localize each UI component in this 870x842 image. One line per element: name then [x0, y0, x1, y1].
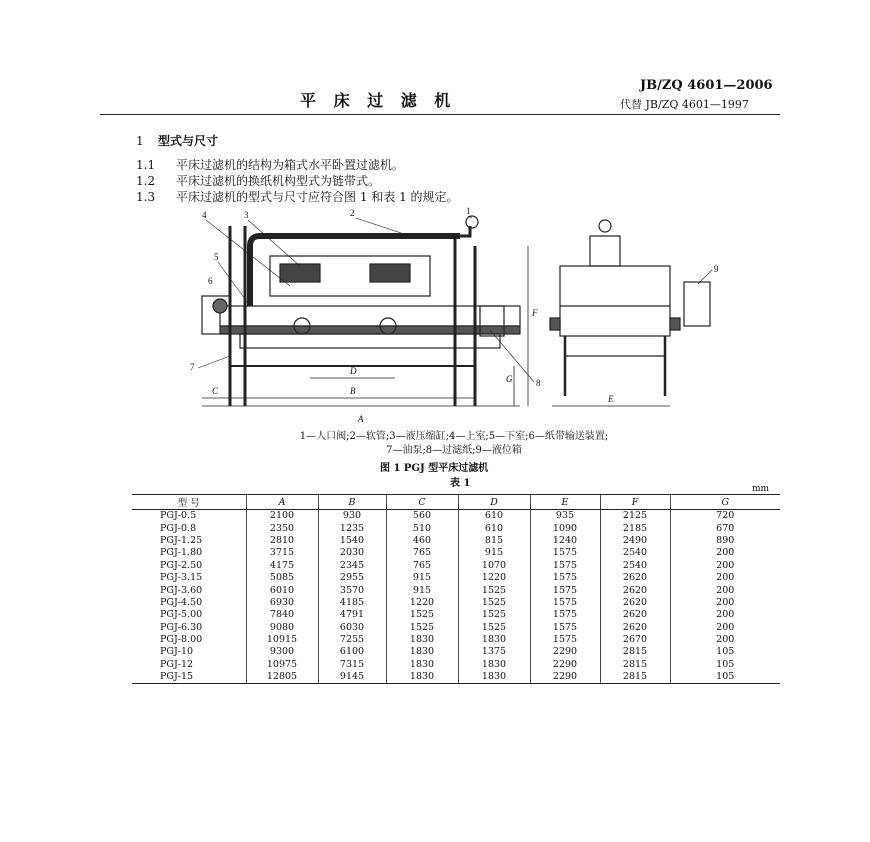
table-unit: mm — [752, 484, 770, 494]
table-cell: 1090 — [530, 522, 600, 534]
table-cell: 2670 — [600, 634, 670, 646]
table-cell: 2290 — [530, 646, 600, 658]
column-header-c: C — [386, 495, 458, 510]
table-row — [132, 671, 780, 684]
front-view — [202, 216, 520, 406]
table-cell: 1830 — [386, 671, 458, 684]
table-cell: 2030 — [318, 547, 386, 559]
dim-a: A — [358, 414, 364, 424]
table-row — [132, 659, 780, 671]
table-cell: 2290 — [530, 671, 600, 684]
table-cell: 610 — [458, 510, 530, 523]
table-cell: 4175 — [246, 560, 318, 572]
table-cell: 200 — [670, 609, 780, 621]
clause-text: 平床过滤机的换纸机构型式为链带式。 — [176, 174, 381, 188]
table-cell: 890 — [670, 535, 780, 547]
standard-replaces: 代替 JB/ZQ 4601—1997 — [620, 98, 749, 111]
label-5: 5 — [214, 252, 219, 262]
column-header-e: E — [530, 495, 600, 510]
caption-line-2: 7—油泵;8—过滤纸;9—液位箱 — [386, 445, 522, 456]
table-cell: 1525 — [458, 584, 530, 596]
table-cell: 915 — [458, 547, 530, 559]
table-cell: 1235 — [318, 522, 386, 534]
table-row — [132, 634, 780, 646]
column-header-g: G — [670, 495, 780, 510]
table-cell: 1575 — [530, 547, 600, 559]
table-cell: 1375 — [458, 646, 530, 658]
table-cell: 4185 — [318, 597, 386, 609]
table-row — [132, 584, 780, 596]
figure-title: 图 1 PGJ 型平床过滤机 — [380, 463, 489, 474]
section-heading — [136, 132, 218, 149]
side-valve — [599, 220, 611, 232]
dim-g: G — [506, 374, 513, 384]
table-cell: 2350 — [246, 522, 318, 534]
table-cell: 2620 — [600, 584, 670, 596]
table-cell: 460 — [386, 535, 458, 547]
dim-f: F — [532, 308, 538, 318]
table-cell: PGJ-6.30 — [160, 621, 203, 633]
dimension-table — [132, 494, 780, 684]
table-cell: 2620 — [600, 622, 670, 634]
side-flange-right — [670, 318, 680, 330]
table-cell: 1525 — [458, 597, 530, 609]
table-cell: 200 — [670, 634, 780, 646]
side-chamber — [560, 266, 670, 336]
header-rule — [100, 114, 780, 115]
table-cell: 6930 — [246, 597, 318, 609]
label-4: 4 — [202, 210, 207, 220]
clause-1-2 — [136, 172, 380, 189]
table-cell: PGJ-0.8 — [160, 522, 197, 534]
table-cell: 1575 — [530, 572, 600, 584]
table-cell: 670 — [670, 522, 780, 534]
table-cell: 1525 — [458, 609, 530, 621]
table-cell: 200 — [670, 597, 780, 609]
table-cell: 1830 — [458, 659, 530, 671]
table-cell: 9145 — [318, 671, 386, 684]
table-cell: PGJ-10 — [160, 646, 194, 658]
table-cell: 200 — [670, 560, 780, 572]
table-cell: 1575 — [530, 584, 600, 596]
table-cell: 7315 — [318, 659, 386, 671]
clause-1-1 — [136, 156, 404, 173]
table-cell: 2100 — [246, 510, 318, 523]
table-cell: 1220 — [458, 572, 530, 584]
label-3: 3 — [244, 210, 249, 220]
table-cell: 935 — [530, 510, 600, 523]
table-cell: 915 — [386, 572, 458, 584]
table-row — [132, 646, 780, 658]
table-cell: 3570 — [318, 584, 386, 596]
table-cell: 2540 — [600, 560, 670, 572]
lower-chamber — [240, 334, 500, 348]
dim-b: B — [350, 386, 356, 396]
table-cell: 1525 — [386, 622, 458, 634]
table-cell: 9300 — [246, 646, 318, 658]
table-row — [132, 522, 780, 534]
clause-text: 平床过滤机的型式与尺寸应符合图 1 和表 1 的规定。 — [176, 190, 459, 204]
dim-c: C — [212, 386, 219, 396]
label-8: 8 — [536, 378, 541, 388]
table-cell: PGJ-4.50 — [160, 596, 203, 608]
table-cell: 105 — [670, 659, 780, 671]
column-header-b: B — [318, 495, 386, 510]
table-cell: 2185 — [600, 522, 670, 534]
clause-text: 平床过滤机的结构为箱式水平卧置过滤机。 — [176, 158, 405, 172]
table-row — [132, 535, 780, 547]
table-cell: 5085 — [246, 572, 318, 584]
table-cell: 200 — [670, 622, 780, 634]
table-cell: 7840 — [246, 609, 318, 621]
column-header-f: F — [600, 495, 670, 510]
table-cell: 1525 — [458, 622, 530, 634]
table-cell: 1575 — [530, 609, 600, 621]
dim-e: E — [608, 394, 614, 404]
column-header-d: D — [458, 495, 530, 510]
table-cell: 105 — [670, 671, 780, 684]
table-cell: 1575 — [530, 622, 600, 634]
table-cell: 1070 — [458, 560, 530, 572]
table-cell: 6010 — [246, 584, 318, 596]
filter-machine-drawing — [190, 206, 730, 428]
table-cell: 1240 — [530, 535, 600, 547]
table-cell: 720 — [670, 510, 780, 523]
table-cell: 2125 — [600, 510, 670, 523]
table-cell: 930 — [318, 510, 386, 523]
level-tank — [684, 282, 710, 326]
table-row — [132, 547, 780, 559]
table-cell: 1525 — [386, 609, 458, 621]
table-cell: 915 — [386, 584, 458, 596]
label-1: 1 — [466, 206, 471, 216]
table-cell: 4791 — [318, 609, 386, 621]
table-title: 表 1 — [450, 478, 471, 489]
section-title: 型式与尺寸 — [158, 134, 219, 148]
table-header-row — [132, 495, 780, 510]
table-cell: 9080 — [246, 622, 318, 634]
leader-7 — [198, 356, 230, 368]
table-cell: 560 — [386, 510, 458, 523]
table-row — [132, 572, 780, 584]
table-cell: 3715 — [246, 547, 318, 559]
label-7: 7 — [190, 362, 195, 372]
table-cell: 2290 — [530, 659, 600, 671]
table-cell: 2810 — [246, 535, 318, 547]
table-cell: 200 — [670, 547, 780, 559]
table-row — [132, 622, 780, 634]
table-cell: 2540 — [600, 547, 670, 559]
clause-number: 1.3 — [136, 190, 156, 204]
clause-1-3 — [136, 188, 459, 205]
table-cell: 2815 — [600, 646, 670, 658]
table-cell: 2620 — [600, 609, 670, 621]
table-cell: PGJ-15 — [132, 671, 246, 684]
table-cell: 1830 — [386, 634, 458, 646]
table-cell: 610 — [458, 522, 530, 534]
label-6: 6 — [208, 276, 213, 286]
standard-code: JB/ZQ 4601—2006 — [640, 78, 773, 93]
table-cell: 200 — [670, 584, 780, 596]
table-cell: 1540 — [318, 535, 386, 547]
table-cell: 10915 — [246, 634, 318, 646]
table-cell: 2815 — [600, 671, 670, 684]
table-cell: 2620 — [600, 572, 670, 584]
side-view — [550, 220, 710, 406]
table-cell: PGJ-1.80 — [160, 547, 203, 559]
table-cell: 1575 — [530, 597, 600, 609]
table-cell: 510 — [386, 522, 458, 534]
table-body — [132, 510, 780, 684]
label-2: 2 — [350, 208, 355, 218]
table-cell: PGJ-0.5 — [160, 510, 197, 522]
table-row — [132, 510, 780, 523]
table-cell: 1830 — [386, 646, 458, 658]
table-cell: 1830 — [458, 671, 530, 684]
side-flange-left — [550, 318, 560, 330]
table-cell: 2955 — [318, 572, 386, 584]
table-cell: 1575 — [530, 560, 600, 572]
hydraulic-cylinder-right — [370, 264, 410, 282]
feed-roller — [213, 299, 227, 313]
table-cell: 2815 — [600, 659, 670, 671]
table-cell: 105 — [670, 646, 780, 658]
table-cell: 10975 — [246, 659, 318, 671]
table-cell: 6100 — [318, 646, 386, 658]
table-cell: 2345 — [318, 560, 386, 572]
table-row — [132, 609, 780, 621]
side-top-unit — [590, 236, 620, 266]
table-cell: 200 — [670, 572, 780, 584]
clause-number: 1.1 — [136, 158, 156, 172]
clause-number: 1.2 — [136, 174, 156, 188]
document-title: 平 床 过 滤 机 — [300, 91, 457, 110]
column-header-model: 型 号 — [132, 495, 246, 510]
table-cell: PGJ-3.15 — [160, 572, 203, 584]
table-cell: 1575 — [530, 634, 600, 646]
section-number: 1 — [136, 134, 144, 148]
hydraulic-cylinder-left — [280, 264, 320, 282]
table-cell: 2490 — [600, 535, 670, 547]
table-cell: PGJ-8.00 — [160, 634, 203, 646]
table-cell: 1830 — [386, 659, 458, 671]
table-cell: PGJ-2.50 — [160, 559, 203, 571]
table-cell: PGJ-5.00 — [160, 609, 203, 621]
figure-caption — [234, 430, 674, 458]
table-cell: 765 — [386, 560, 458, 572]
table-row — [132, 560, 780, 572]
table-cell: 6030 — [318, 622, 386, 634]
table-cell: PGJ-1.25 — [160, 534, 203, 546]
table-cell: PGJ-12 — [160, 658, 194, 670]
table-cell: 12805 — [246, 671, 318, 684]
table-cell: 765 — [386, 547, 458, 559]
label-9: 9 — [714, 264, 719, 274]
caption-line-1: 1—人口阀;2—软管;3—液压缩缸;4—上室;5—下室;6—纸带输送装置; — [299, 431, 609, 442]
table-cell: 7255 — [318, 634, 386, 646]
table-cell: PGJ-3.60 — [160, 584, 203, 596]
table-cell: 1830 — [458, 634, 530, 646]
table-cell: 2620 — [600, 597, 670, 609]
table-cell: 1220 — [386, 597, 458, 609]
table-cell: 815 — [458, 535, 530, 547]
table-row — [132, 597, 780, 609]
column-header-a: A — [246, 495, 318, 510]
dim-d: D — [350, 366, 357, 376]
